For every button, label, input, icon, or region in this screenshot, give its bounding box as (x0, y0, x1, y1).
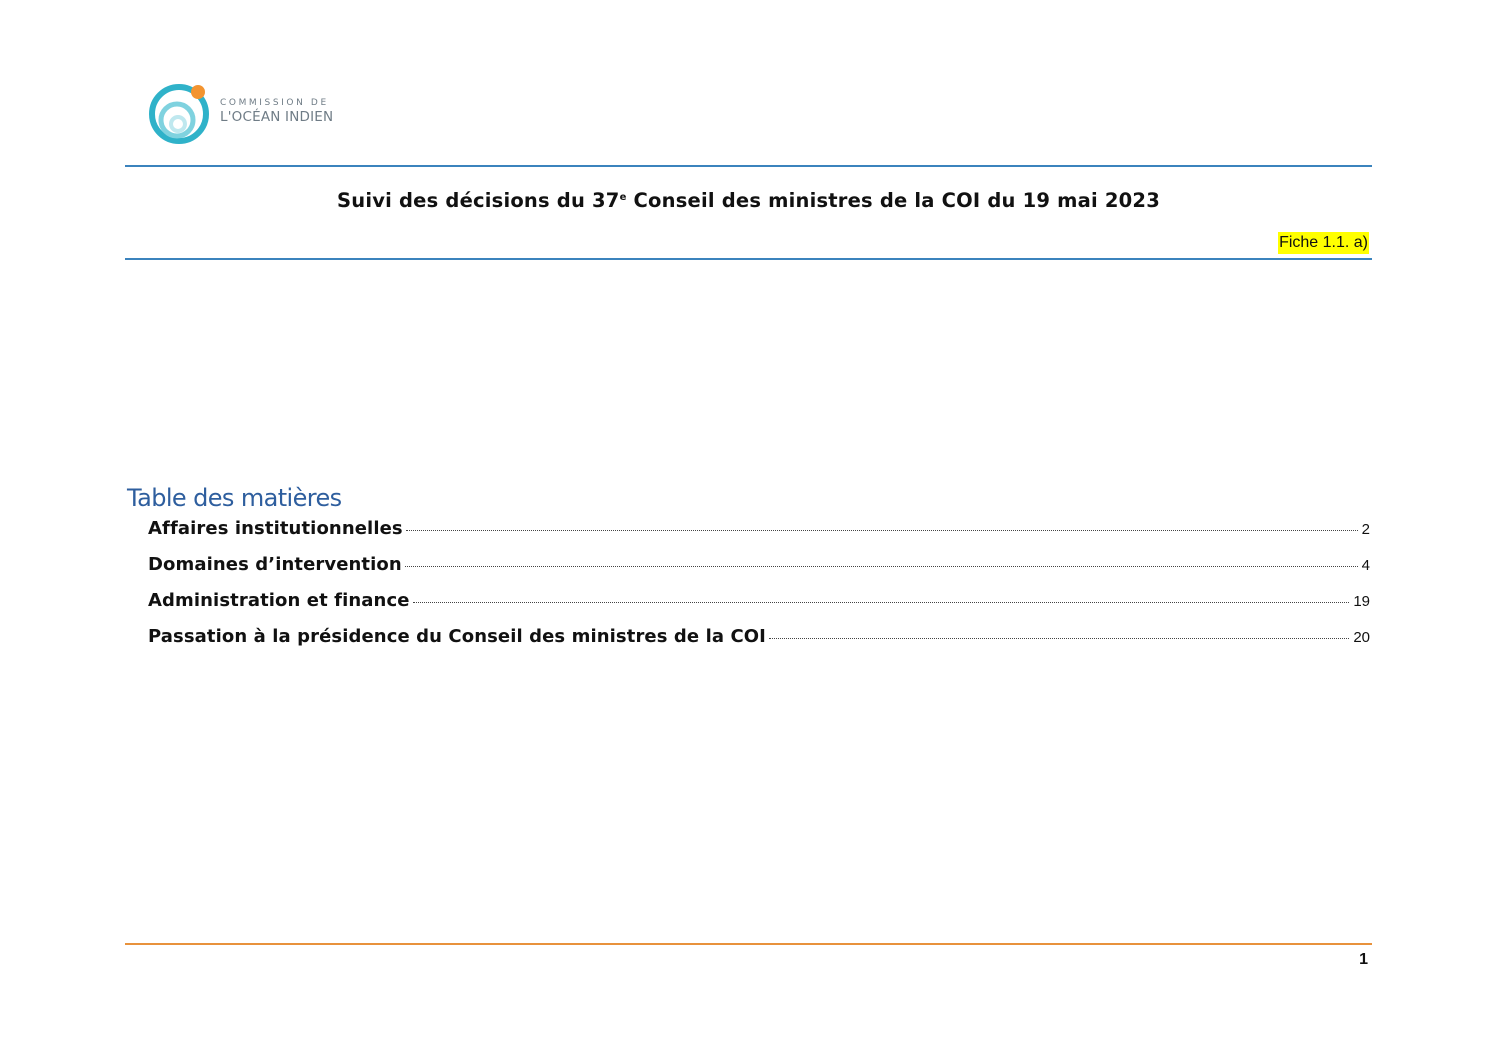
toc-entry-page[interactable]: 4 (1361, 557, 1370, 574)
header-rule-top (125, 165, 1372, 167)
toc-entry-label[interactable]: Domaines d’intervention (148, 554, 402, 575)
document-title (125, 189, 1372, 212)
toc-entry-affaires-institutionnelles[interactable] (148, 518, 1370, 554)
toc-entry-administration-finance[interactable] (148, 590, 1370, 626)
page-number: 1 (1359, 951, 1368, 968)
toc-entry-page[interactable]: 20 (1353, 629, 1370, 646)
header-rule-bottom (125, 258, 1372, 260)
title-text-end: Conseil des ministres de la COI du 19 mai 2023 (626, 189, 1160, 212)
toc-dot-leader (406, 530, 1358, 531)
toc-dot-leader (769, 638, 1349, 639)
toc-entry-label[interactable]: Passation à la présidence du Conseil des ministres de la COI (148, 626, 766, 647)
toc-entry-label[interactable]: Administration et finance (148, 590, 410, 611)
coi-logo-icon (148, 80, 214, 146)
fiche-reference: Fiche 1.1. a) (1278, 232, 1369, 254)
toc-entry-passation-presidence[interactable] (148, 626, 1370, 662)
coi-logo-text (220, 99, 333, 125)
toc-entry-page[interactable]: 19 (1353, 593, 1370, 610)
logo-line-commission: COMMISSION DE (220, 98, 329, 108)
toc-dot-leader (413, 602, 1350, 603)
table-of-contents (148, 518, 1370, 662)
toc-dot-leader (405, 566, 1358, 567)
toc-heading: Table des matières (127, 484, 342, 512)
footer-rule (125, 943, 1372, 945)
title-text-start: Suivi des décisions du 37 (337, 189, 620, 212)
coi-logo (148, 80, 348, 146)
logo-line-ocean-indien: L'OCÉAN INDIEN (220, 109, 334, 125)
toc-entry-page[interactable]: 2 (1361, 521, 1370, 538)
title-superscript: e (619, 192, 627, 203)
toc-entry-domaines-intervention[interactable] (148, 554, 1370, 590)
toc-entry-label[interactable]: Affaires institutionnelles (148, 518, 403, 539)
